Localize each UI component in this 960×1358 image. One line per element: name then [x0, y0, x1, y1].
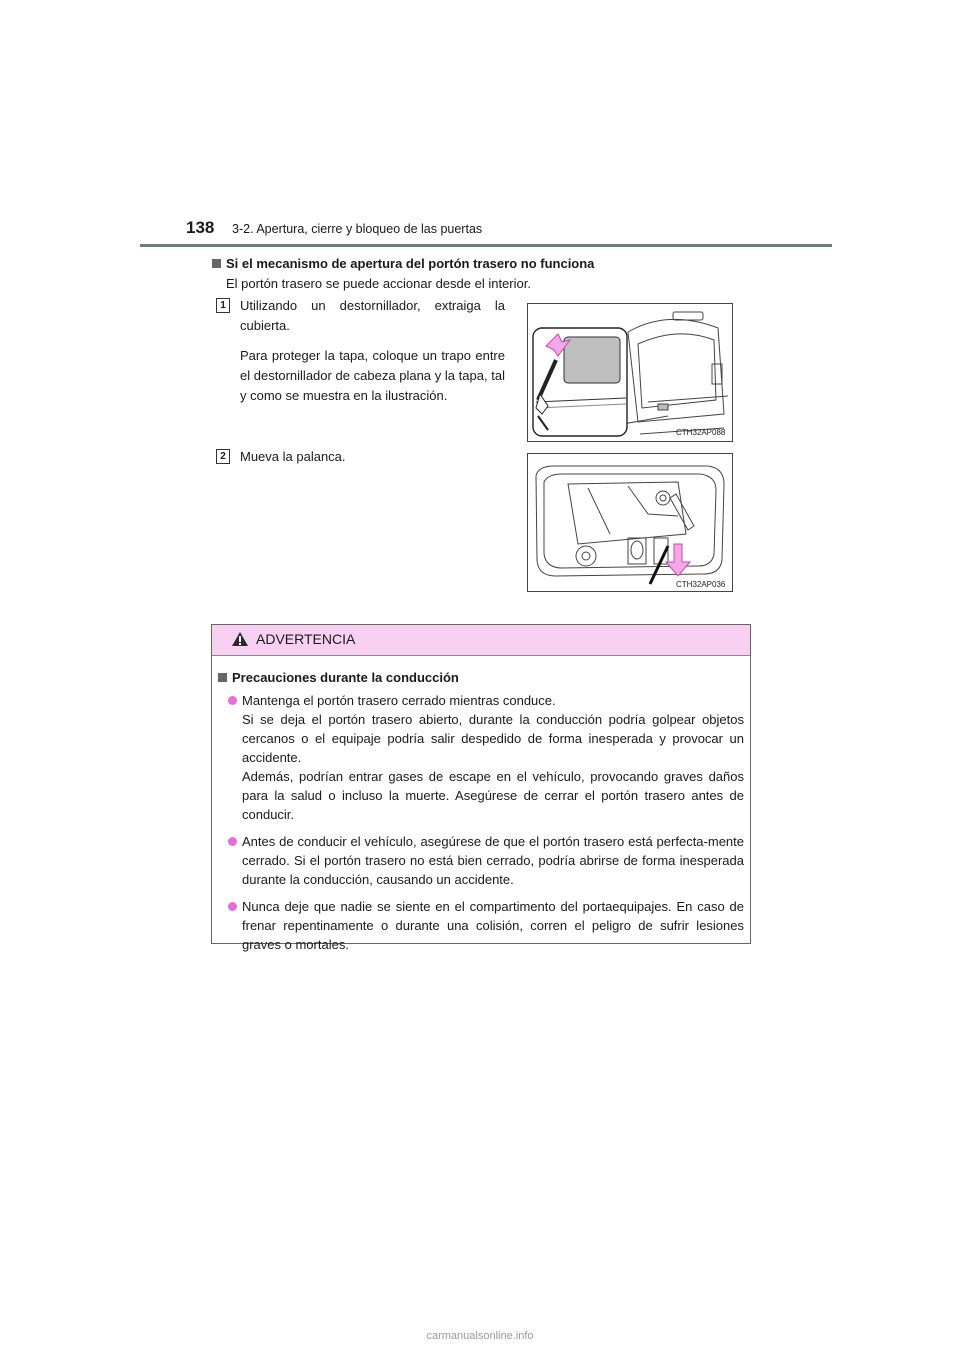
square-bullet-icon	[212, 259, 221, 268]
tailgate-cover-illustration	[528, 304, 732, 441]
warning-item-3	[218, 897, 744, 954]
header-rule	[140, 244, 832, 247]
footer-watermark: carmanualsonline.info	[426, 1330, 534, 1342]
warning-subheading-text: Precauciones durante la conducción	[232, 670, 459, 685]
figure-code-2: CTH32AP036	[676, 580, 726, 589]
page-number: 138	[186, 218, 215, 237]
step-1-line-2: Para proteger la tapa, coloque un trapo entre el destornillador de cabeza plana y la tapa, tal y como se muestra en la ilustración.	[240, 348, 505, 403]
warning-item-1-rest-1: Si se deja el portón trasero abierto, durante la conducción podría golpear objetos cercanos o el equipaje podría salir despedido de forma inesperada y provocar un accidente.	[242, 712, 744, 765]
warning-item-2-text: Antes de conducir el vehículo, asegúrese de que el portón trasero está perfecta-mente cerrado. Si el portón trasero no está bien cerrado, podría abrirse de forma inesperada durante la conducción, causando un accidente.	[242, 834, 744, 887]
bullet-dot-icon	[228, 696, 237, 705]
warning-body	[212, 656, 750, 954]
step-number-2: 2	[216, 449, 230, 464]
step-1-line-1: Utilizando un destornillador, extraiga la cubierta.	[240, 298, 505, 333]
square-bullet-icon	[218, 673, 227, 682]
warning-subheading	[218, 668, 744, 687]
bullet-dot-icon	[228, 902, 237, 911]
warning-item-1-first: Mantenga el portón trasero cerrado mientras conduce.	[242, 693, 556, 708]
warning-title: ADVERTENCIA	[256, 631, 356, 647]
section-title: 3-2. Apertura, cierre y bloqueo de las puertas	[232, 222, 483, 236]
step-2-text: Mueva la palanca.	[240, 449, 346, 464]
warning-item-2	[218, 832, 744, 889]
lever-illustration	[528, 454, 732, 591]
step-1-text	[240, 296, 505, 416]
heading-text: Si el mecanismo de apertura del portón trasero no funciona	[226, 256, 595, 271]
figure-code-1: CTH32AP088	[676, 428, 726, 437]
bullet-dot-icon	[228, 837, 237, 846]
intro-text: El portón trasero se puede accionar desde el interior.	[226, 276, 531, 291]
figure-move-lever	[527, 453, 733, 592]
step-number-1: 1	[216, 298, 230, 313]
warning-header	[212, 625, 750, 656]
warning-item-1	[218, 691, 744, 824]
figure-remove-cover	[527, 303, 733, 442]
warning-item-3-text: Nunca deje que nadie se siente en el compartimento del portaequipajes. En caso de frenar repentinamente o durante una colisión, corren el peligro de sufrir lesiones graves o mortales.	[242, 899, 744, 952]
warning-item-1-rest-2: Además, podrían entrar gases de escape en el vehículo, provocando graves daños para la salud o incluso la muerte. Asegúrese de cerrar el portón trasero antes de conducir.	[242, 769, 744, 822]
section-heading	[212, 256, 594, 271]
warning-triangle-icon	[231, 631, 249, 647]
warning-box	[211, 624, 751, 952]
